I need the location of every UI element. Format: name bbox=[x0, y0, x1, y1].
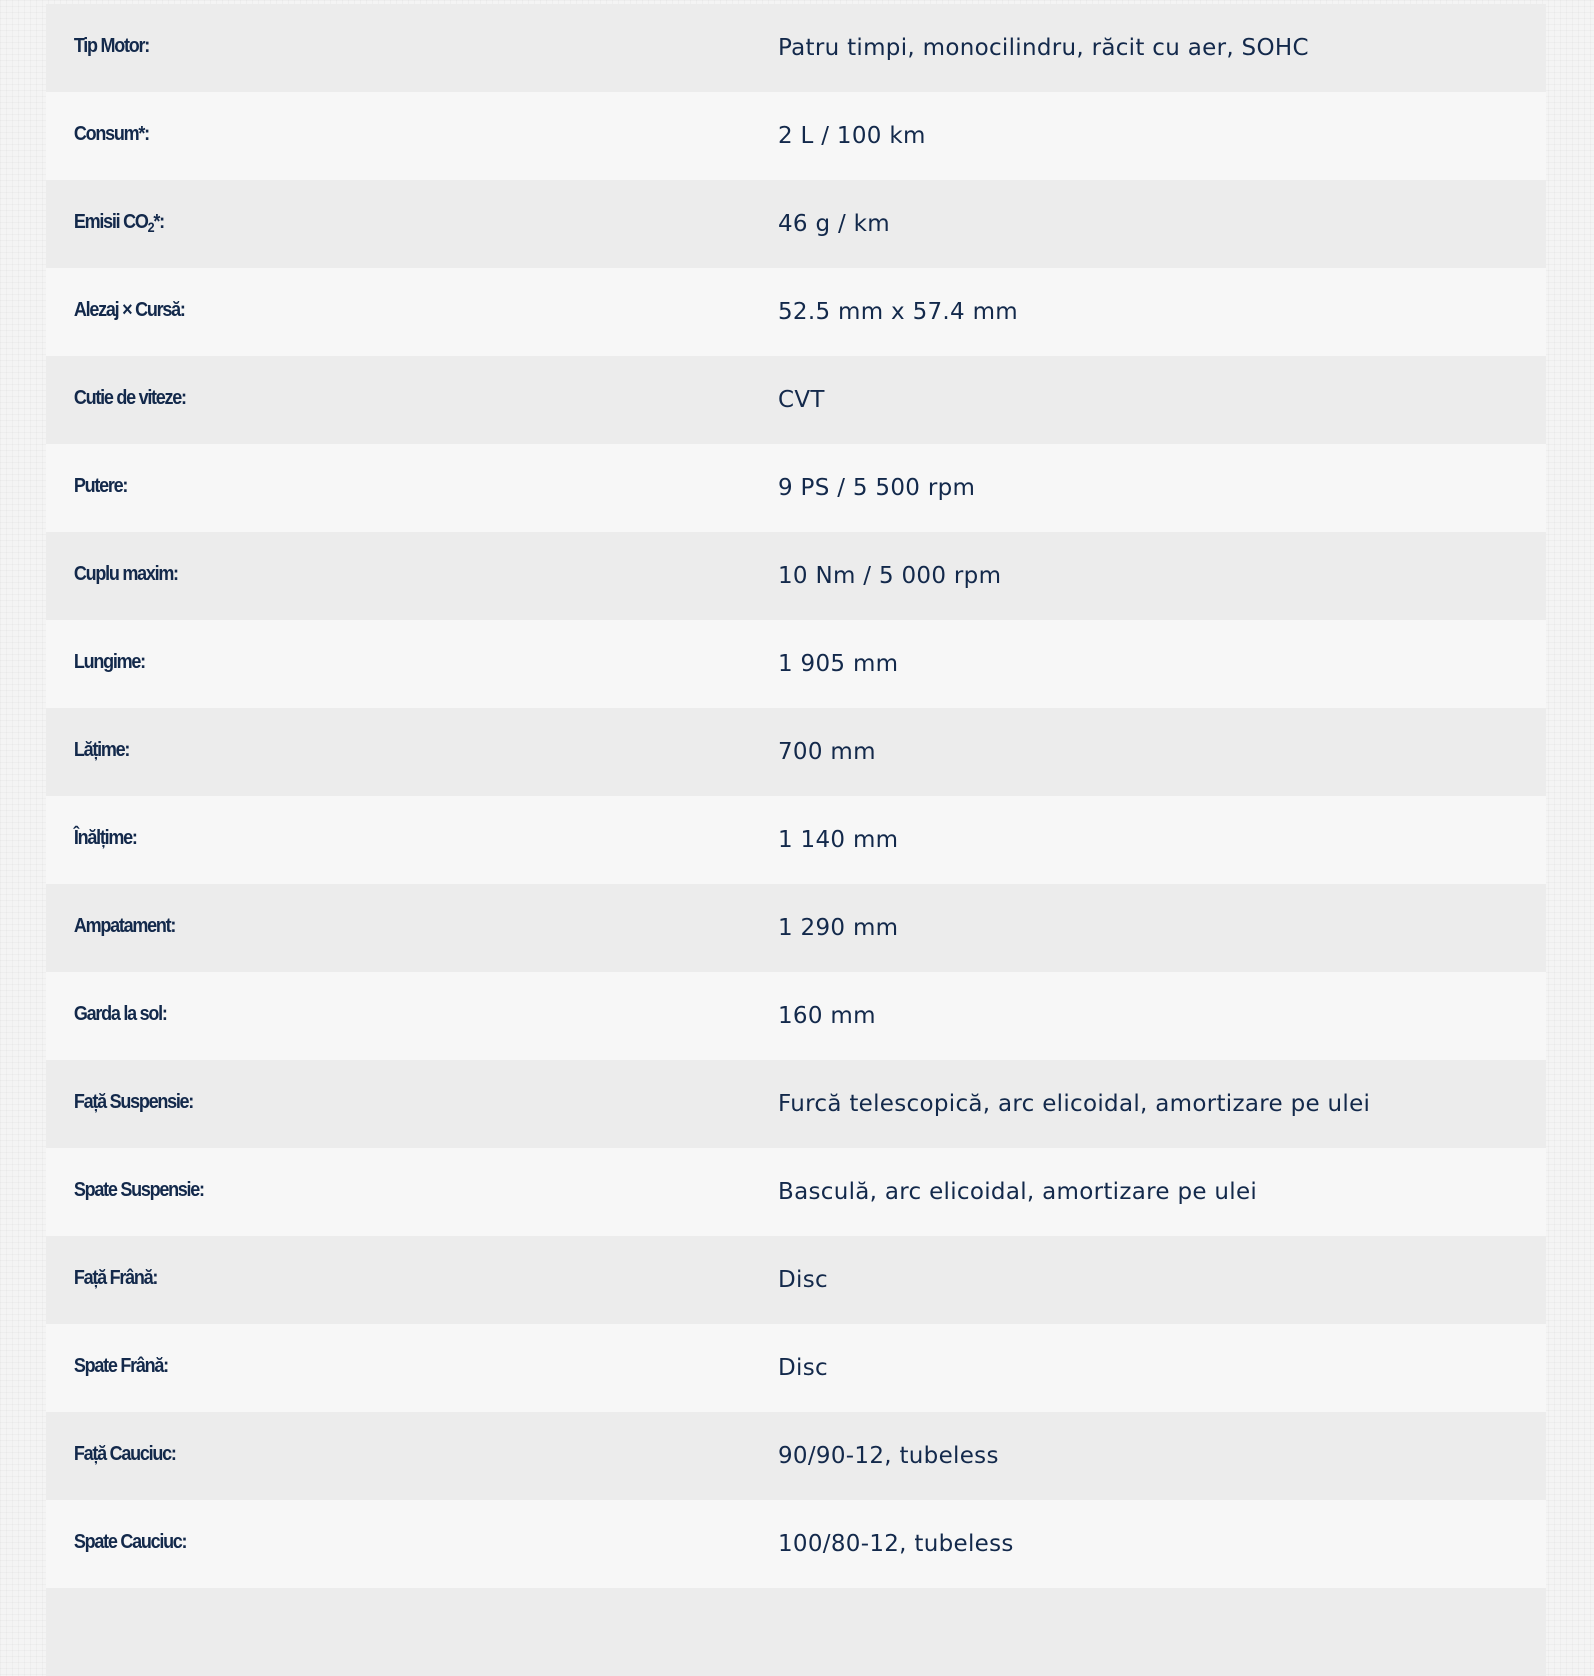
spec-label: Garda la sol: bbox=[73, 1002, 167, 1025]
spec-value: 2 L / 100 km bbox=[778, 123, 926, 149]
spec-label: Cutie de viteze: bbox=[73, 386, 186, 409]
spec-row-power bbox=[46, 444, 1546, 532]
spec-label: Tip Motor: bbox=[73, 34, 149, 57]
spec-row-rear-suspension bbox=[46, 1148, 1546, 1236]
spec-row-wheelbase bbox=[46, 884, 1546, 972]
spec-value: Basculă, arc elicoidal, amortizare pe ulei bbox=[778, 1179, 1258, 1205]
spec-label: Putere: bbox=[73, 474, 128, 497]
spec-label: Înălțime: bbox=[73, 826, 137, 849]
spec-row-height bbox=[46, 796, 1546, 884]
spec-value: 10 Nm / 5 000 rpm bbox=[778, 563, 1002, 589]
spec-label-subscript: 2 bbox=[147, 218, 154, 235]
spec-row-co2-emissions bbox=[46, 180, 1546, 268]
spec-value: Disc bbox=[778, 1267, 828, 1293]
spec-row-front-brake bbox=[46, 1236, 1546, 1324]
spec-value: 9 PS / 5 500 rpm bbox=[778, 475, 976, 501]
spec-value: 1 905 mm bbox=[778, 651, 899, 677]
spec-label: Cuplu maxim: bbox=[73, 562, 178, 585]
spec-row-rear-tyre bbox=[46, 1500, 1546, 1588]
spec-label: Spate Suspensie: bbox=[73, 1178, 204, 1201]
spec-value: CVT bbox=[778, 387, 825, 413]
spec-value: 46 g / km bbox=[778, 211, 890, 237]
spec-label: Spate Frână: bbox=[73, 1354, 168, 1377]
spec-label-suffix: *: bbox=[153, 210, 164, 233]
spec-label: Față Cauciuc: bbox=[73, 1442, 176, 1465]
spec-label: Alezaj × Cursă: bbox=[73, 298, 185, 321]
spec-label: Față Frână: bbox=[73, 1266, 158, 1289]
spec-label: Lățime: bbox=[73, 738, 130, 761]
spec-label: Spate Cauciuc: bbox=[73, 1530, 187, 1553]
spec-label: Ampatament: bbox=[73, 914, 176, 937]
spec-row-front-tyre bbox=[46, 1412, 1546, 1500]
spec-label bbox=[46, 211, 705, 234]
spec-value: 100/80-12, tubeless bbox=[778, 1531, 1014, 1557]
spec-label: Față Suspensie: bbox=[73, 1090, 194, 1113]
spec-value: Patru timpi, monocilindru, răcit cu aer, SOHC bbox=[778, 35, 1309, 61]
spec-value: 160 mm bbox=[778, 1003, 876, 1029]
spec-row-partial bbox=[46, 1588, 1546, 1676]
spec-row-consumption bbox=[46, 92, 1546, 180]
spec-value: 700 mm bbox=[778, 739, 876, 765]
spec-label-text: Emisii CO bbox=[73, 210, 148, 233]
spec-value: Disc bbox=[778, 1355, 828, 1381]
spec-value: 52.5 mm x 57.4 mm bbox=[778, 299, 1018, 325]
spec-row-max-torque bbox=[46, 532, 1546, 620]
spec-value: 1 290 mm bbox=[778, 915, 899, 941]
spec-row-length bbox=[46, 620, 1546, 708]
spec-value: Furcă telescopică, arc elicoidal, amortizare pe ulei bbox=[778, 1091, 1371, 1117]
spec-label: Consum*: bbox=[73, 122, 149, 145]
spec-label: Lungime: bbox=[73, 650, 145, 673]
spec-row-ground-clearance bbox=[46, 972, 1546, 1060]
spec-row-front-suspension bbox=[46, 1060, 1546, 1148]
spec-value: 1 140 mm bbox=[778, 827, 899, 853]
spec-row-gearbox bbox=[46, 356, 1546, 444]
specs-table bbox=[46, 4, 1546, 1676]
spec-row-rear-brake bbox=[46, 1324, 1546, 1412]
spec-row-width bbox=[46, 708, 1546, 796]
spec-row-engine-type bbox=[46, 4, 1546, 92]
spec-value: 90/90-12, tubeless bbox=[778, 1443, 999, 1469]
spec-row-bore-stroke bbox=[46, 268, 1546, 356]
